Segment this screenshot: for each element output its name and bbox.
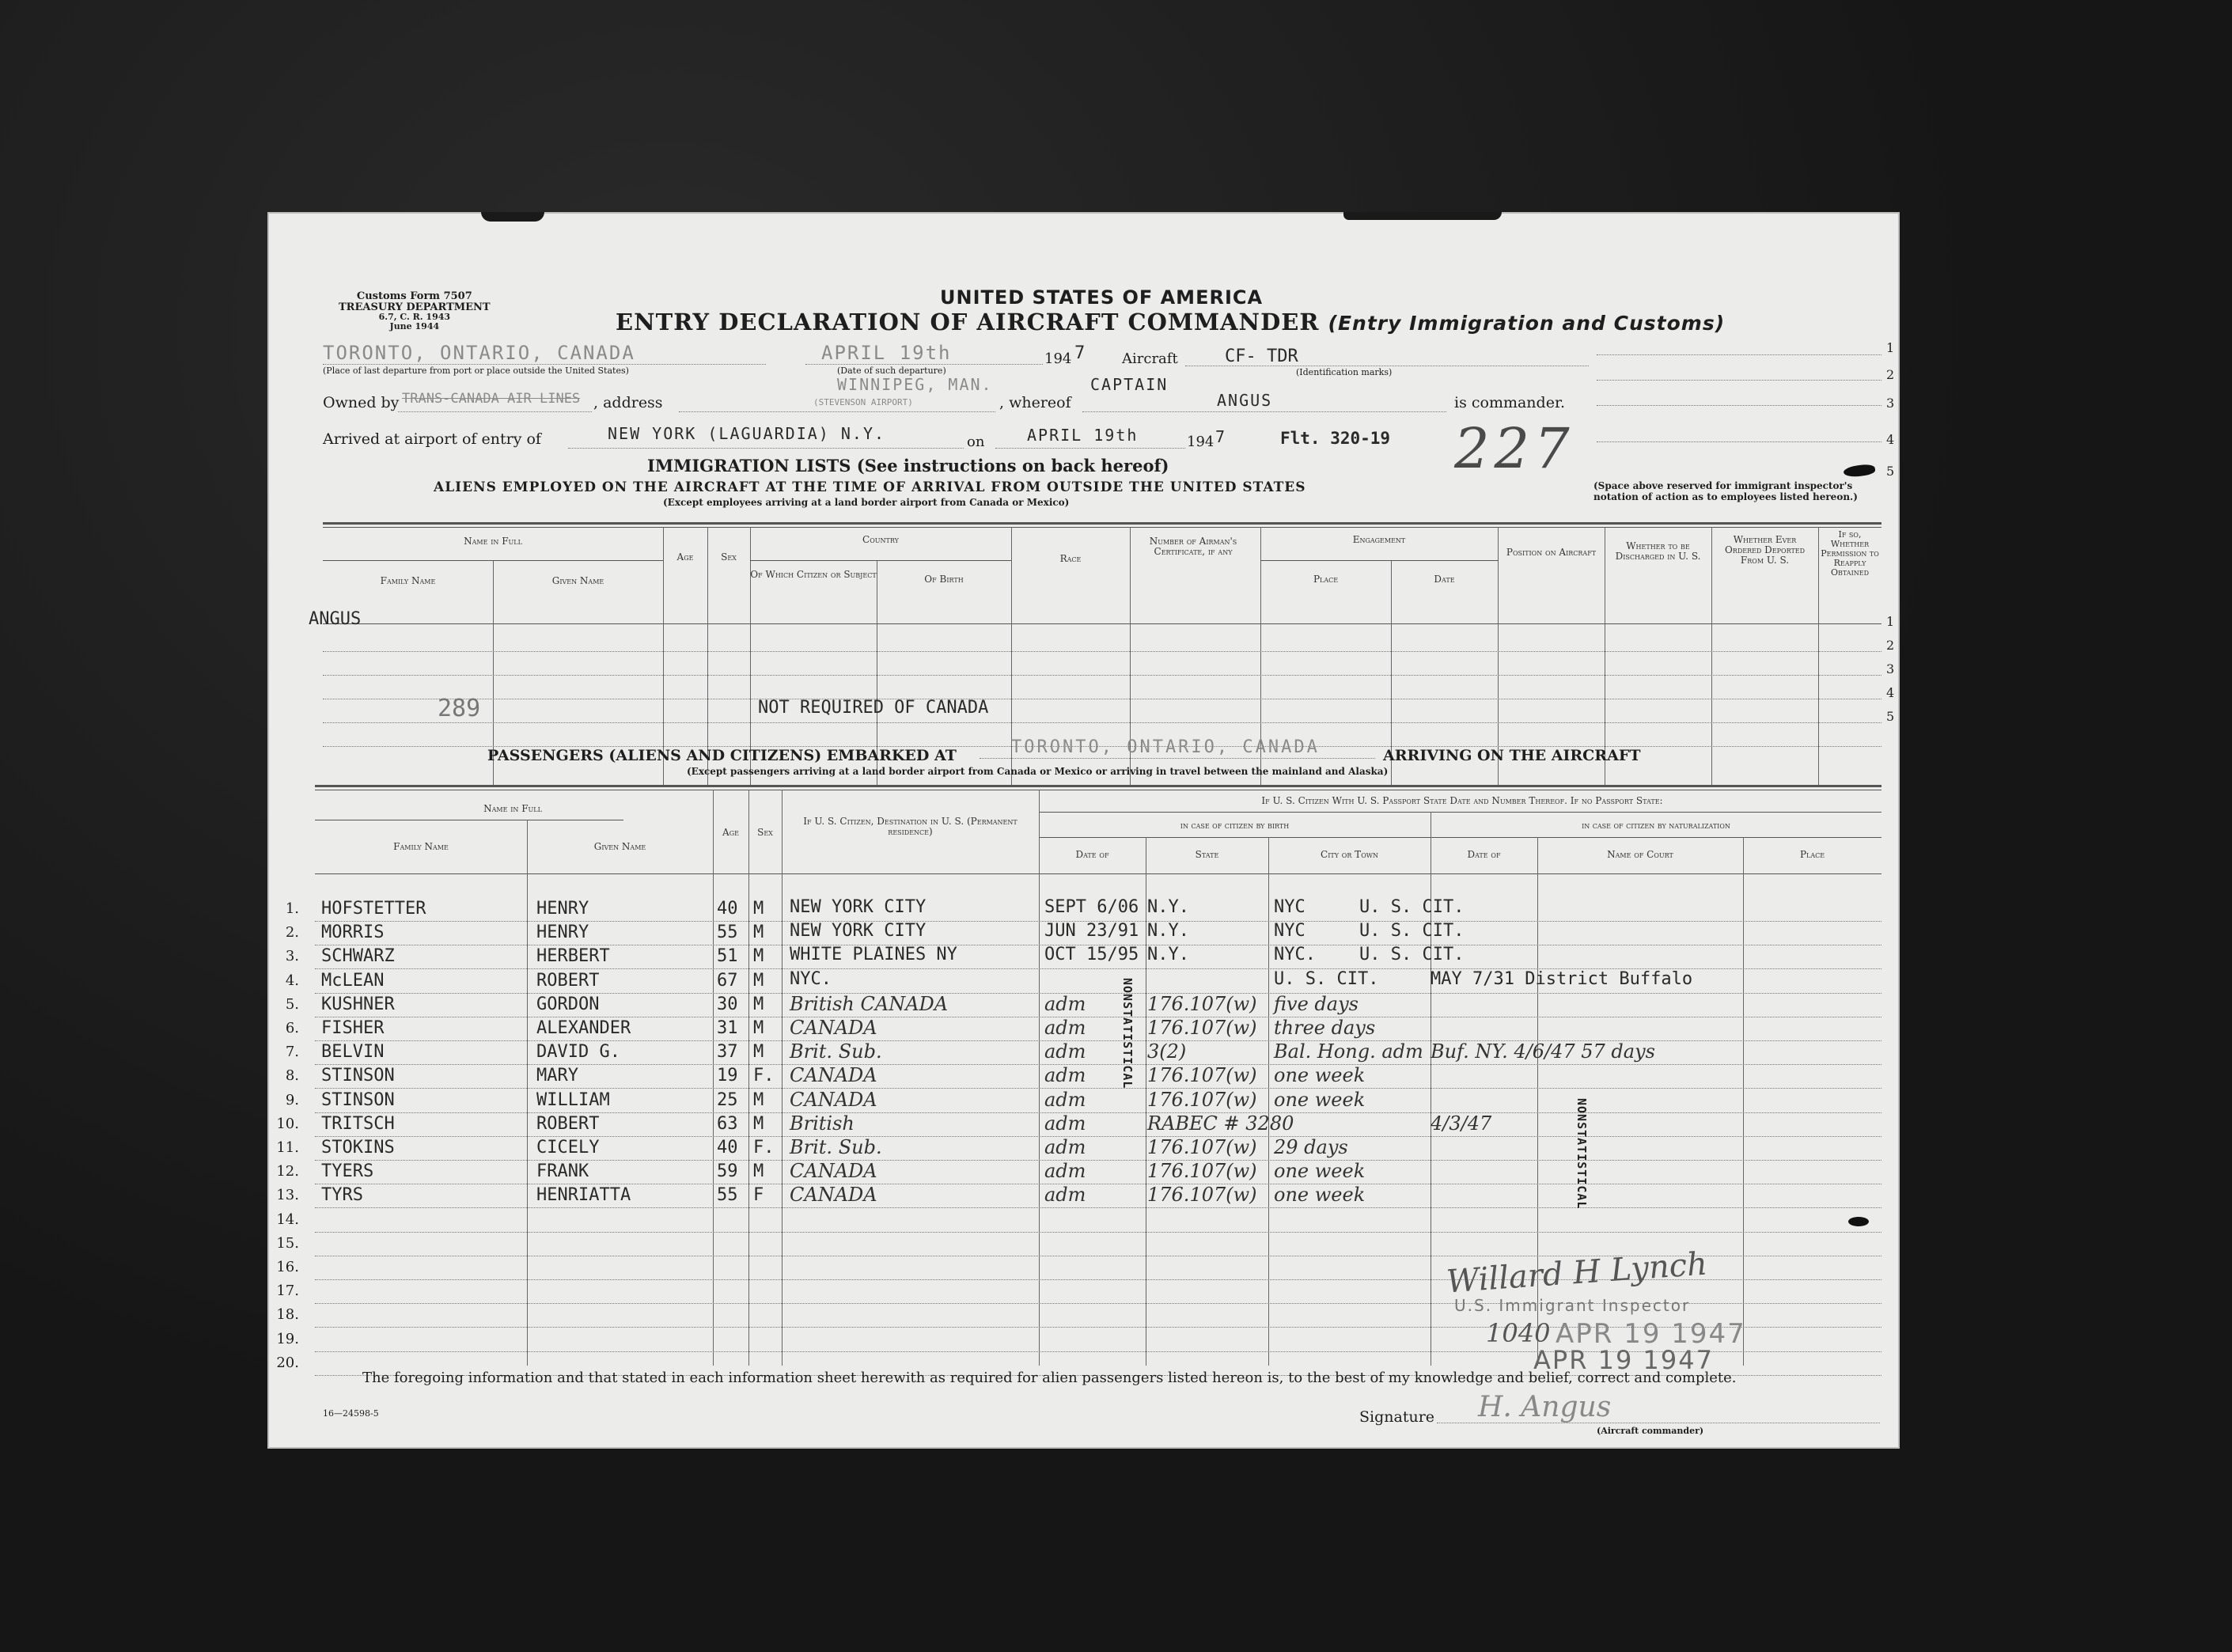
form-title-text: ENTRY DECLARATION OF AIRCRAFT COMMANDER (616, 309, 1320, 335)
passenger-family-name: FISHER (321, 1018, 385, 1038)
passenger-sex: M (753, 1089, 764, 1110)
form-title-paren: (Entry Immigration and Customs) (1328, 312, 1726, 335)
passenger-family-name: McLEAN (321, 970, 385, 991)
passenger-destination: CANADA (790, 1017, 877, 1039)
header-sex: Sex (721, 551, 737, 563)
arrival-year-digit: 7 (1215, 427, 1226, 446)
header-race: Race (1059, 553, 1082, 564)
declaration: The foregoing information and that stated in each information sheet herewith as required for alien passengers listed hereon is, to the best of my knowledge and belief, correct and complete. (362, 1370, 1737, 1386)
passenger-city: NYC (1274, 897, 1305, 917)
header-permission: If so, Whether Permission to Reapply Obtained (1821, 529, 1879, 578)
passenger-city: one week (1274, 1088, 1366, 1111)
flight-number: Flt. 320-19 (1280, 429, 1391, 448)
passenger-birth-date: JUN 23/91 (1044, 921, 1139, 942)
row-rule (315, 1136, 1881, 1137)
rule (679, 411, 995, 412)
passenger-destination: CANADA (790, 1160, 877, 1183)
p-header-age: Age (722, 827, 739, 838)
passenger-age: 40 (717, 899, 738, 919)
passenger-birth-date: adm (1044, 1136, 1086, 1158)
passenger-naturalization: U. S. CIT. (1359, 945, 1465, 965)
row-number: 14. (276, 1211, 299, 1228)
torn-edge (1343, 212, 1502, 220)
p-header-by-birth: in case of citizen by birth (1180, 820, 1290, 831)
commander-name: ANGUS (1217, 391, 1273, 410)
passenger-age: 55 (717, 1185, 738, 1206)
row-rule (323, 722, 1881, 723)
signature-label: Signature (1359, 1408, 1435, 1426)
owned-by-label: Owned by (323, 394, 400, 411)
rule (1597, 354, 1881, 355)
crew-family-name: ANGUS (309, 609, 362, 629)
passenger-given-name: HENRY (536, 899, 589, 919)
p-header-sex: Sex (757, 827, 773, 838)
passenger-state: N.Y. (1147, 897, 1189, 917)
passenger-family-name: STOKINS (321, 1138, 395, 1158)
p-header-family-name: Family Name (393, 841, 449, 852)
passenger-state: 176.107(w) (1147, 1160, 1257, 1183)
passenger-family-name: STINSON (321, 1066, 395, 1086)
row-rule (323, 651, 1881, 652)
passenger-sex: F (753, 1185, 764, 1206)
passenger-family-name: KUSHNER (321, 994, 395, 1014)
row-number: 7. (285, 1044, 299, 1061)
p-header-name-in-full: Name in Full (483, 803, 542, 814)
nonstatistical-stamp-2: NONSTATISTICAL (1575, 1098, 1589, 1210)
line-number: 3 (1886, 396, 1895, 411)
passenger-family-name: SCHWARZ (321, 946, 395, 967)
passenger-family-name: TRITSCH (321, 1113, 395, 1134)
torn-edge (481, 212, 544, 222)
passenger-sex: M (753, 899, 764, 919)
stamped-number: 289 (438, 695, 481, 722)
passenger-destination: British (790, 1112, 855, 1135)
departure-place: TORONTO, ONTARIO, CANADA (323, 342, 635, 364)
address: WINNIPEG, MAN. (837, 375, 993, 394)
passenger-age: 40 (717, 1138, 738, 1158)
row-rule (315, 993, 1881, 994)
address-sub: (STEVENSON AIRPORT) (813, 397, 913, 407)
row-number: 2. (285, 924, 299, 942)
passenger-sex: M (753, 946, 764, 967)
line-number: 5 (1886, 464, 1895, 479)
col-divider (527, 820, 528, 1366)
passenger-sex: M (753, 1018, 764, 1038)
passenger-birth-date: adm (1044, 1160, 1086, 1183)
passenger-sex: M (753, 1042, 764, 1063)
rule (805, 364, 1043, 365)
row-rule (315, 1160, 1881, 1161)
owner: TRANS-CANADA AIR LINES (402, 391, 581, 407)
passenger-city: U. S. CIT. (1274, 968, 1379, 989)
passenger-age: 37 (717, 1042, 738, 1063)
line-number: 1 (1886, 340, 1895, 355)
row-number: 15. (276, 1234, 299, 1252)
p-header-destination: If U. S. Citizen, Destination in U. S. (Permanent residence) (803, 816, 1017, 838)
arrival-date: APRIL 19th (1027, 426, 1139, 445)
passenger-state: RABEC # 3280 (1147, 1112, 1294, 1135)
passenger-birth-date: adm (1044, 1184, 1086, 1207)
passenger-city: three days (1274, 1017, 1376, 1039)
passengers-heading-right: ARRIVING ON THE AIRCRAFT (1383, 747, 1641, 764)
arrived-label: Arrived at airport of entry of (323, 430, 541, 448)
passenger-given-name: WILLIAM (536, 1089, 610, 1110)
whereof-label: , whereof (999, 394, 1071, 411)
row-number: 3. (285, 948, 299, 965)
header-family-name: Family Name (380, 575, 436, 586)
passenger-naturalization: U. S. CIT. (1359, 897, 1465, 917)
p-header-state: State (1195, 849, 1219, 860)
rule (568, 448, 964, 449)
p-header-passport: If U. S. Citizen With U. S. Passport State Date and Number Thereof. If no Passport State: (1261, 795, 1663, 806)
table-rule (750, 560, 1011, 561)
commander-title: CAPTAIN (1090, 375, 1169, 394)
passenger-destination: Brit. Sub. (790, 1136, 882, 1158)
passenger-destination: WHITE PLAINES NY (790, 945, 957, 965)
line-number: 4 (1886, 685, 1895, 700)
passenger-state: 176.107(w) (1147, 1064, 1257, 1087)
passenger-given-name: ROBERT (536, 970, 600, 991)
immigration-heading: IMMIGRATION LISTS (See instructions on back hereof) (647, 456, 1169, 476)
passenger-naturalization: U. S. CIT. (1359, 921, 1465, 942)
p-header-nat-date: Date of (1467, 849, 1501, 860)
rule (980, 758, 1375, 759)
header-age: Age (676, 551, 694, 563)
passenger-city: NYC. (1274, 945, 1316, 965)
table-rule (1039, 812, 1881, 813)
passenger-state: 176.107(w) (1147, 1017, 1257, 1039)
stamp-date-2: APR 19 1947 (1533, 1345, 1714, 1375)
ink-blot (1848, 1217, 1869, 1226)
rule (398, 411, 592, 412)
passenger-age: 25 (717, 1089, 738, 1110)
on-label: on (967, 434, 985, 450)
passenger-family-name: STINSON (321, 1089, 395, 1110)
p-header-court: Name of Court (1607, 849, 1673, 860)
passenger-destination: CANADA (790, 1088, 877, 1111)
passenger-given-name: HENRY (536, 923, 589, 943)
passenger-sex: M (753, 923, 764, 943)
passenger-given-name: GORDON (536, 994, 600, 1014)
passenger-city: five days (1274, 992, 1359, 1015)
row-number: 16. (276, 1259, 299, 1275)
header-country: Country (862, 534, 899, 545)
row-number: 8. (285, 1067, 299, 1085)
passenger-birth-date: SEPT 6/06 (1044, 897, 1139, 917)
departure-date-caption: (Date of such departure) (837, 366, 946, 376)
passenger-given-name: ALEXANDER (536, 1018, 631, 1038)
departure-place-caption: (Place of last departure from port or place outside the United States) (323, 366, 629, 376)
immigration-except-note: (Except employees arriving at a land border airport from Canada or Mexico) (663, 497, 1070, 508)
passenger-given-name: HERBERT (536, 946, 610, 967)
rule (1597, 380, 1881, 381)
header-name-in-full: Name in Full (464, 536, 522, 547)
nonstatistical-stamp: NONSTATISTICAL (1120, 978, 1135, 1089)
customs-form-number: Customs Form 7507 (356, 290, 472, 302)
rule (1597, 405, 1881, 406)
address-label: , address (593, 394, 663, 411)
passenger-destination: NEW YORK CITY (790, 921, 927, 942)
stamp-date: APR 19 1947 (1556, 1318, 1746, 1350)
passenger-city: 29 days (1274, 1136, 1348, 1158)
row-number: 1. (285, 900, 299, 917)
passenger-state: 176.107(w) (1147, 1136, 1257, 1158)
header-engagement-date: Date (1434, 574, 1455, 585)
signature-caption: (Aircraft commander) (1597, 1426, 1704, 1436)
departure-date: APRIL 19th (821, 342, 952, 364)
passenger-age: 19 (717, 1066, 738, 1086)
header-engagement: Engagement (1352, 534, 1406, 545)
passenger-family-name: TYRS (321, 1185, 363, 1206)
passenger-naturalization: Buf. NY. 4/6/47 57 days (1431, 1040, 1655, 1063)
arrival-airport: NEW YORK (LAGUARDIA) N.Y. (608, 424, 886, 443)
passenger-city: one week (1274, 1160, 1366, 1183)
line-number: 1 (1886, 614, 1895, 629)
table-rule (323, 522, 1881, 525)
row-number: 13. (276, 1187, 299, 1204)
passenger-destination: Brit. Sub. (790, 1040, 882, 1063)
passenger-age: 67 (717, 970, 738, 991)
passenger-birth-date: adm (1044, 1088, 1086, 1111)
regulations: 6.7, C. R. 1943 (378, 312, 451, 323)
aircraft-caption: (Identification marks) (1296, 367, 1393, 377)
line-number: 3 (1886, 661, 1895, 676)
passengers-heading-left: PASSENGERS (ALIENS AND CITIZENS) EMBARKED AT (487, 747, 957, 764)
passenger-sex: F. (753, 1138, 775, 1158)
rule (995, 448, 1185, 449)
row-rule (323, 675, 1881, 676)
header-given-name: Given Name (551, 575, 604, 586)
is-commander-label: is commander. (1454, 394, 1565, 411)
passenger-age: 31 (717, 1018, 738, 1038)
aircraft-marks: CF- TDR (1225, 347, 1298, 366)
passenger-destination: CANADA (790, 1064, 877, 1087)
form-date: June 1944 (389, 320, 440, 332)
line-number: 4 (1886, 432, 1895, 447)
passenger-age: 55 (717, 923, 738, 943)
row-number: 19. (276, 1330, 299, 1347)
passenger-birth-date: adm (1044, 992, 1086, 1015)
header-deported: Whether Ever Ordered Deported From U. S. (1724, 534, 1806, 566)
row-number: 11. (276, 1139, 299, 1156)
embarked-at: TORONTO, ONTARIO, CANADA (1011, 737, 1320, 757)
p-header-city: City or Town (1321, 849, 1378, 860)
country-heading: UNITED STATES OF AMERICA (940, 286, 1264, 309)
row-number: 20. (276, 1354, 299, 1371)
passenger-state: 176.107(w) (1147, 992, 1257, 1015)
passenger-family-name: MORRIS (321, 923, 385, 943)
p-header-place: Place (1799, 849, 1825, 860)
inspector-stamp: U.S. Immigrant Inspector (1454, 1296, 1691, 1315)
row-number: 6. (285, 1020, 299, 1036)
stamp-time: 1040 (1486, 1318, 1551, 1348)
p-header-birth-date: Date of (1075, 849, 1109, 860)
passenger-destination: NYC. (790, 968, 832, 989)
passenger-birth-date: adm (1044, 1040, 1086, 1063)
table-rule (1260, 560, 1498, 561)
arrival-year-prefix: 194 (1187, 434, 1215, 450)
table-rule (315, 785, 1881, 787)
passenger-family-name: BELVIN (321, 1042, 385, 1063)
header-engagement-place: Place (1313, 574, 1339, 585)
rule (1597, 441, 1881, 442)
not-required-note: NOT REQUIRED OF CANADA (758, 698, 989, 718)
rule (323, 364, 766, 365)
aircraft-label: Aircraft (1122, 350, 1178, 367)
header-of-which-citizen: Of Which Citizen or Subject (750, 569, 877, 580)
rule (1082, 411, 1446, 412)
table-rule (323, 560, 663, 561)
row-number: 10. (276, 1115, 299, 1132)
passenger-state: 3(2) (1147, 1040, 1187, 1063)
passenger-age: 30 (717, 994, 738, 1014)
passenger-state: N.Y. (1147, 921, 1189, 942)
passenger-sex: M (753, 1161, 764, 1182)
passenger-sex: M (753, 970, 764, 991)
row-number: 18. (276, 1306, 299, 1324)
passenger-destination: CANADA (790, 1184, 877, 1207)
space-reserved-note: (Space above reserved for immigrant inspector's notation of action as to employees listed hereon.) (1593, 480, 1858, 502)
row-number: 12. (276, 1163, 299, 1180)
passenger-given-name: CICELY (536, 1138, 600, 1158)
passenger-birth-date: OCT 15/95 (1044, 945, 1139, 965)
line-number: 2 (1886, 367, 1895, 382)
p-header-by-naturalization: in case of citizen by naturalization (1582, 820, 1730, 831)
passenger-family-name: HOFSTETTER (321, 899, 426, 919)
passenger-birth-date: adm (1044, 1064, 1086, 1087)
handwritten-number: 227 (1454, 416, 1575, 481)
immigration-subheading: ALIENS EMPLOYED ON THE AIRCRAFT AT THE TIME OF ARRIVAL FROM OUTSIDE THE UNITED STATES (434, 479, 1306, 495)
passenger-given-name: DAVID G. (536, 1042, 620, 1063)
line-number: 5 (1886, 709, 1895, 724)
ink-blot (1843, 463, 1876, 478)
passenger-city: one week (1274, 1064, 1366, 1087)
passenger-birth-date: adm (1044, 1112, 1086, 1135)
passenger-sex: M (753, 1113, 764, 1134)
form-title (616, 309, 1725, 335)
passenger-family-name: TYERS (321, 1161, 374, 1182)
year-digit: 7 (1074, 343, 1086, 363)
passenger-city: NYC (1274, 921, 1305, 942)
row-rule (315, 1207, 1881, 1208)
col-divider (1743, 837, 1744, 1366)
passenger-state: 176.107(w) (1147, 1088, 1257, 1111)
header-airman-cert: Number of Airman's Certificate, if any (1149, 536, 1237, 558)
p-header-given-name: Given Name (593, 841, 646, 852)
passengers-except-note: (Except passengers arriving at a land border airport from Canada or Mexico or arriving in travel between the mainland and Alaska) (687, 766, 1389, 777)
year-prefix: 194 (1044, 350, 1072, 367)
table-rule (323, 623, 1881, 624)
passenger-city: Bal. Hong. adm (1274, 1040, 1423, 1063)
row-number: 5. (285, 995, 299, 1013)
row-rule (315, 1232, 1881, 1233)
header-discharged: Whether to be Discharged in U. S. (1615, 540, 1701, 563)
passenger-city: one week (1274, 1184, 1366, 1207)
col-divider (1268, 837, 1269, 1366)
department: TREASURY DEPARTMENT (339, 301, 491, 313)
passenger-age: 63 (717, 1113, 738, 1134)
table-rule (323, 527, 1881, 528)
passenger-destination: NEW YORK CITY (790, 897, 927, 917)
row-rule (315, 1112, 1881, 1113)
passenger-naturalization: MAY 7/31 District Buffalo (1431, 968, 1693, 989)
passenger-state: 176.107(w) (1147, 1184, 1257, 1207)
passenger-given-name: MARY (536, 1066, 578, 1086)
document-sheet (267, 212, 1900, 1449)
passenger-state: N.Y. (1147, 945, 1189, 965)
row-number: 17. (276, 1283, 299, 1300)
row-rule (315, 1088, 1881, 1089)
passenger-destination: British CANADA (790, 992, 949, 1015)
passenger-given-name: HENRIATTA (536, 1185, 631, 1206)
row-number: 9. (285, 1091, 299, 1108)
passenger-given-name: FRANK (536, 1161, 589, 1182)
passenger-age: 59 (717, 1161, 738, 1182)
passenger-sex: F. (753, 1066, 775, 1086)
passenger-given-name: ROBERT (536, 1113, 600, 1134)
inspector-signature: Willard H Lynch (1445, 1245, 1709, 1301)
row-number: 4. (285, 972, 299, 989)
commander-signature: H. Angus (1478, 1391, 1612, 1423)
passenger-birth-date: adm (1044, 1017, 1086, 1039)
header-of-birth: Of Birth (924, 574, 964, 585)
row-rule (315, 1064, 1881, 1065)
line-number: 2 (1886, 638, 1895, 653)
table-rule (315, 873, 1881, 874)
form-id-block (339, 291, 491, 331)
passenger-age: 51 (717, 946, 738, 967)
table-rule (1039, 837, 1881, 838)
passenger-sex: M (753, 994, 764, 1014)
passenger-naturalization: 4/3/47 (1431, 1112, 1492, 1135)
header-position: Position on Aircraft (1506, 547, 1597, 558)
print-code: 16—24598-5 (323, 1408, 379, 1419)
